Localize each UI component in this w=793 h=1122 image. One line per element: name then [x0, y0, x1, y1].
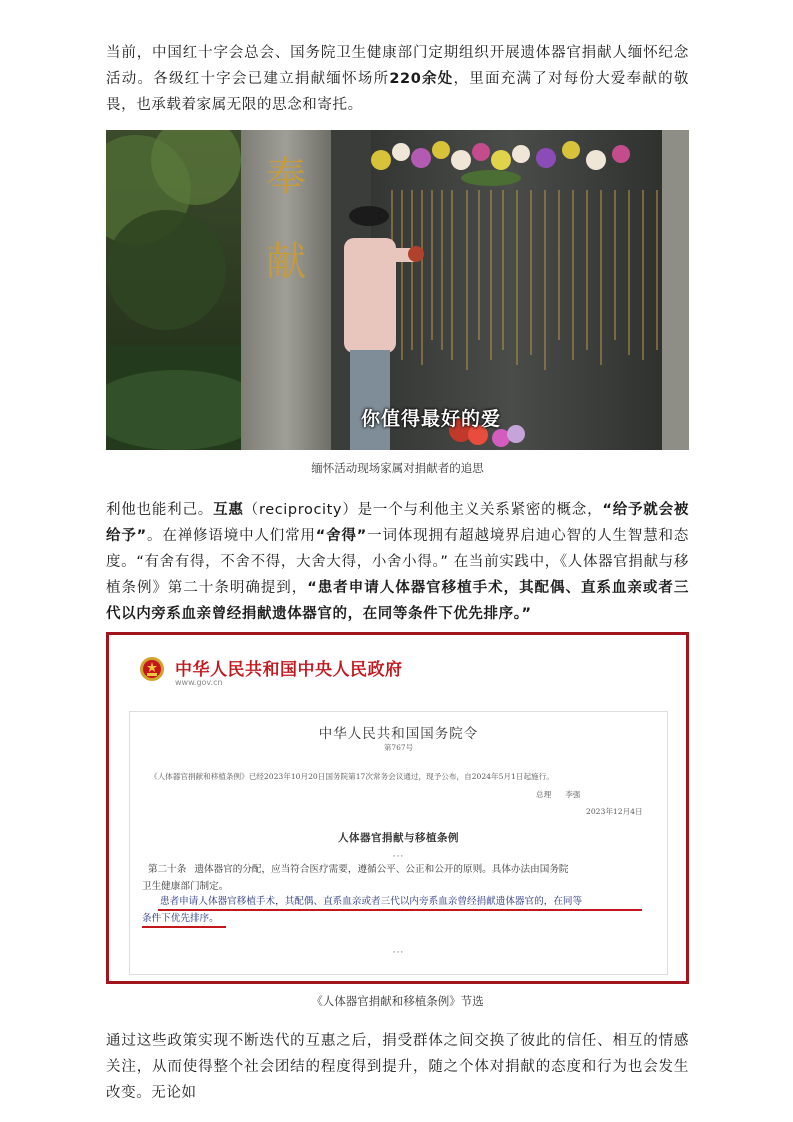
article-number: 第二十条: [148, 864, 187, 875]
excerpt-caption: 《人体器官捐献和移植条例》节选: [311, 994, 484, 1008]
highlighted-clause: 患者申请人体器官移植手术，其配偶、直系血亲或者三代以内旁系血亲曾经捐献遗体器官的，在同等 条件下优先排序。: [142, 896, 583, 924]
regulation-quote: “患者申请人体器官移植手术，其配偶、直系血亲或者三代以内旁系血亲曾经捐献遗体器官的，在同等条件下优先排序。”: [106, 580, 689, 622]
memorial-char-1: 奉: [266, 154, 306, 200]
memorial-char-2: 献: [266, 239, 306, 285]
decree-document: [129, 711, 668, 975]
national-emblem-icon: [139, 655, 165, 683]
decree-number: 第767号: [383, 743, 414, 752]
decree-date: 2023年12月4日: [586, 807, 643, 816]
decree-notice: 《人体器官捐献和移植条例》已经2023年10月20日国务院第17次常务会议通过，现予公布，自2024年5月1日起施行。: [150, 772, 554, 781]
reciprocity-paragraph: 利他也能利己。互惠（reciprocity）是一个与利他主义关系紧密的概念，“给予就会被给予”。在禅修语境中人们常用“舍得”一词体现拥有超越境界启迪心智的人生智慧和态度。“有舍有得，不舍不得，大舍大得，小舍小得。” 在当前实践中，《人体器官捐献与移植条例》第二十条明确提到，“患者申请人体器官移植手术，其配偶、直系血亲或者三代以内旁系血亲曾经捐献遗体器官的，在同等条件下优先排序。”: [106, 502, 689, 622]
photo-caption: 缅怀活动现场家属对捐献者的追思: [311, 461, 484, 475]
memorial-photo: [106, 130, 689, 450]
closing-paragraph: 通过这些政策实现不断迭代的互惠之后，捐受群体之间交换了彼此的信任、相互的情感关注，从而使得整个社会团结的程度得到提升，随之个体对捐献的态度和行为也会发生改变。无论如: [106, 1033, 689, 1101]
article-20: 第二十条 遗体器官的分配，应当符合医疗需要，遵循公平、公正和公开的原则。具体办法由国务院 卫生健康部门制定。: [142, 864, 569, 892]
ellipsis-2: ···: [392, 948, 405, 958]
red-underline-2: [142, 926, 226, 928]
video-subtitle: 你值得最好的爱: [361, 408, 502, 430]
premier-signature: 总理 李强: [536, 790, 581, 799]
intro-paragraph: 当前，中国红十字会总会、国务院卫生健康部门定期组织开展遗体器官捐献人缅怀纪念活动。各级红十字会已建立捐献缅怀场所220余处，里面充满了对每份大爱奉献的敬畏，也承载着家属无限的思念和寄托。: [106, 45, 689, 113]
decree-title: 中华人民共和国国务院令: [318, 726, 479, 742]
red-underline-1: [158, 909, 642, 911]
gov-site-title: 中华人民共和国中央人民政府: [175, 660, 403, 680]
memorial-scene: [106, 130, 689, 450]
regulation-excerpt: [106, 632, 689, 984]
ellipsis-1: ···: [392, 852, 405, 862]
regulation-title: 人体器官捐献与移植条例: [338, 832, 459, 844]
gov-site-url: www.gov.cn: [175, 678, 223, 687]
highlight-count: 220余处: [389, 71, 454, 87]
